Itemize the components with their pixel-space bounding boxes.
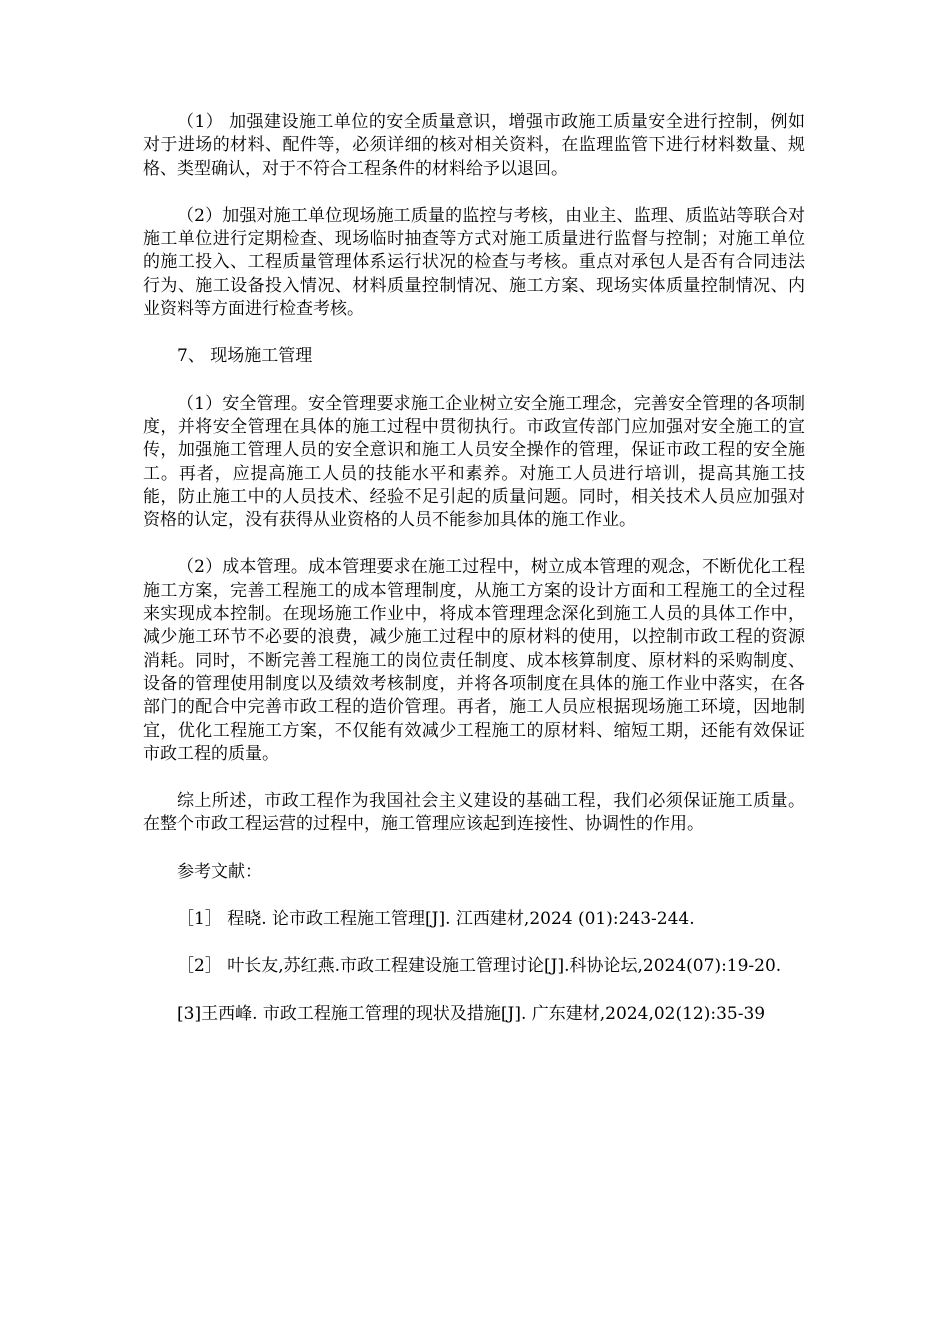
paragraph-quality-awareness: （1） 加强建设施工单位的安全质量意识，增强市政施工质量安全进行控制，例如对于进场的材料、配件等，必须详细的核对相关资料，在监理监管下进行材料数量、规格、类型确认，对于不符合工程条件的材料给予以退回。 bbox=[143, 112, 805, 179]
reference-item: ［1］ 程晓. 论市政工程施工管理[J]. 江西建材,2024 (01):243-244. bbox=[177, 909, 695, 930]
paragraph-safety-management: （1）安全管理。安全管理要求施工企业树立安全施工理念，完善安全管理的各项制度，并将安全管理在具体的施工过程中贯彻执行。市政宣传部门应加强对安全施工的宣传，加强施工管理人员的安全意识和施工人员安全操作的管理，保证市政工程的安全施工。再者，应提高施工人员的技能水平和素养。对施工人员进行培训，提高其施工技能，防止施工中的人员技术、经验不足引起的质量问题。同时，相关技术人员应加强对资格的认定，没有获得从业资格的人员不能参加具体的施工作业。 bbox=[143, 393, 805, 531]
paragraph-conclusion: 综上所述，市政工程作为我国社会主义建设的基础工程，我们必须保证施工质量。在整个市政工程运营的过程中，施工管理应该起到连接性、协调性的作用。 bbox=[143, 791, 805, 835]
paragraph-quality-monitoring: （2）加强对施工单位现场施工质量的监控与考核，由业主、监理、质监站等联合对施工单位进行定期检查、现场临时抽查等方式对施工质量进行监督与控制；对施工单位的施工投入、工程质量管理体系运行状况的检查与考核。重点对承包人是否有合同违法行为、施工设备投入情况、材料质量控制情况、施工方案、现场实体质量控制情况、内业资料等方面进行检查考核。 bbox=[143, 205, 805, 320]
reference-item: [3]王西峰. 市政工程施工管理的现状及措施[J]. 广东建材,2024,02(12):35-39 bbox=[177, 1003, 766, 1024]
paragraph-cost-management: （2）成本管理。成本管理要求在施工过程中，树立成本管理的观念，不断优化工程施工方案，完善工程施工的成本管理制度，从施工方案的设计方面和工程施工的全过程来实现成本控制。在现场施工作业中，将成本管理理念深化到施工人员的具体工作中，减少施工环节不必要的浪费，减少施工过程中的原材料的使用，以控制市政工程的资源消耗。同时，不断完善工程施工的岗位责任制度、成本核算制度、原材料的采购制度、设备的管理使用制度以及绩效考核制度，并将各项制度在具体的施工作业中落实，在各部门的配合中完善市政工程的造价管理。再者，施工人员应根据现场施工环境，因地制宜，优化工程施工方案，不仅能有效减少工程施工的原材料、缩短工期，还能有效保证市政工程的质量。 bbox=[143, 557, 805, 764]
references-heading: 参考文献： bbox=[177, 861, 262, 882]
section-heading-site-management: 7、 现场施工管理 bbox=[177, 346, 313, 367]
document-page bbox=[143, 111, 805, 1026]
reference-item: ［2］ 叶长友,苏红燕.市政工程建设施工管理讨论[J].科协论坛,2024(07):19-20. bbox=[177, 956, 782, 977]
